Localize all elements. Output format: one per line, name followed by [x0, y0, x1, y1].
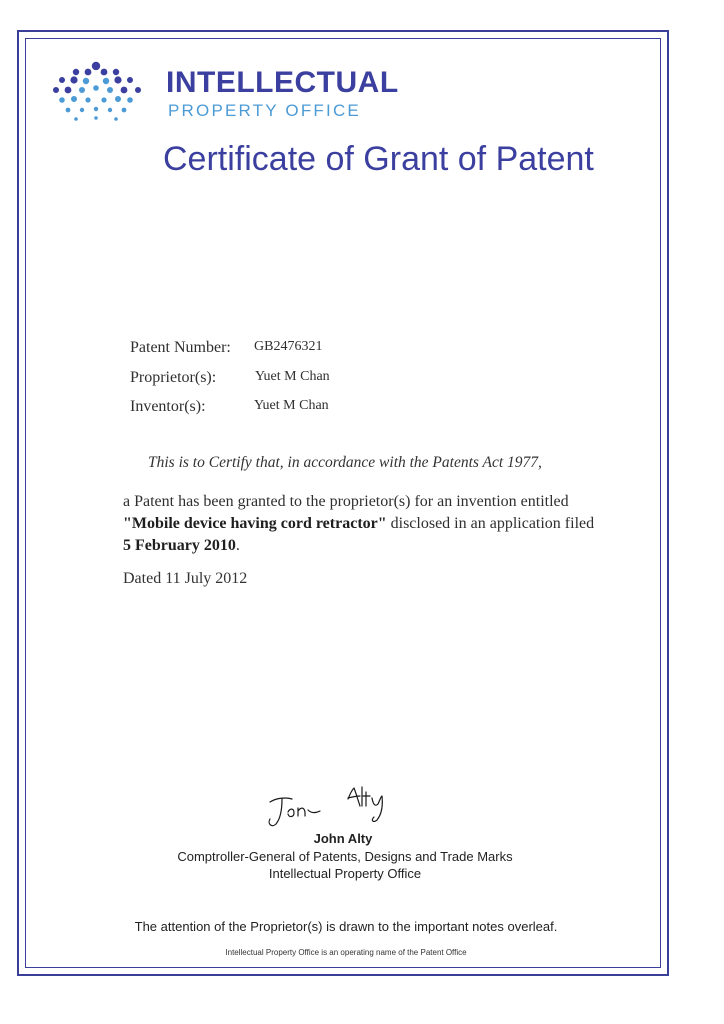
logo-dot — [74, 117, 78, 121]
logo-dot — [79, 87, 85, 93]
logo-dot — [85, 97, 90, 102]
grant-statement-middle: disclosed in an application filed — [386, 515, 595, 532]
signatory-title: Comptroller-General of Patents, Designs and Trade Marks — [177, 849, 513, 864]
handwritten-signature — [262, 784, 402, 832]
proprietor-label: Proprietor(s): — [130, 369, 217, 386]
logo-dot — [53, 87, 59, 93]
grant-statement-suffix: . — [235, 537, 240, 554]
logo-dot — [127, 97, 133, 103]
logo-dot — [83, 78, 89, 84]
logo-dot — [122, 108, 127, 113]
logo-dot — [80, 108, 84, 112]
proprietor-value: Yuet M Chan — [255, 369, 330, 384]
inventor-value: Yuet M Chan — [254, 398, 329, 413]
certify-statement: This is to Certify that, in accordance with the Patents Act 1977, — [148, 454, 542, 471]
logo-dot — [103, 78, 109, 84]
logo-dot — [135, 87, 141, 93]
grant-statement — [123, 491, 633, 557]
logo-dot — [94, 116, 98, 120]
logo-dot — [114, 76, 121, 83]
ipo-dot-logo-icon — [44, 60, 154, 124]
logo-dot — [101, 97, 106, 102]
inventor-label: Inventor(s): — [130, 398, 206, 415]
logo-dot — [85, 69, 92, 76]
logo-dot — [65, 87, 72, 94]
logo-dot — [115, 96, 121, 102]
grant-statement-prefix: a Patent has been granted to the proprietor(s) for an invention entitled — [123, 493, 569, 510]
logo-dot — [121, 87, 128, 94]
logo-dot — [127, 77, 133, 83]
logo-dot — [93, 85, 99, 91]
signatory-name: John Alty — [313, 831, 373, 846]
logo-dot — [71, 96, 77, 102]
invention-title: "Mobile device having cord retractor" — [123, 515, 387, 532]
logo-dot — [59, 97, 65, 103]
logo-dot — [94, 107, 98, 111]
attention-notice: The attention of the Proprietor(s) is drawn to the important notes overleaf. — [134, 919, 558, 934]
patent-number-label: Patent Number: — [130, 339, 231, 356]
certificate-title: Certificate of Grant of Patent — [163, 140, 594, 178]
signatory-office: Intellectual Property Office — [268, 866, 422, 881]
logo-dot — [66, 108, 71, 113]
dated-line: Dated 11 July 2012 — [123, 570, 248, 587]
filing-date: 5 February 2010 — [123, 537, 236, 554]
logo-wordmark-line1: INTELLECTUAL — [166, 66, 399, 99]
patent-number-value: GB2476321 — [254, 339, 323, 354]
logo-dot — [113, 69, 119, 75]
office-footnote: Intellectual Property Office is an operating name of the Patent Office — [225, 948, 467, 957]
logo-wordmark-line2: PROPERTY OFFICE — [168, 101, 361, 120]
logo-dot — [73, 69, 79, 75]
logo-dot — [108, 108, 112, 112]
logo-dot — [59, 77, 65, 83]
logo-dot — [101, 69, 108, 76]
logo-dot — [107, 87, 113, 93]
logo-dot — [70, 76, 77, 83]
logo-dot — [114, 117, 118, 121]
logo-dot — [92, 62, 100, 70]
